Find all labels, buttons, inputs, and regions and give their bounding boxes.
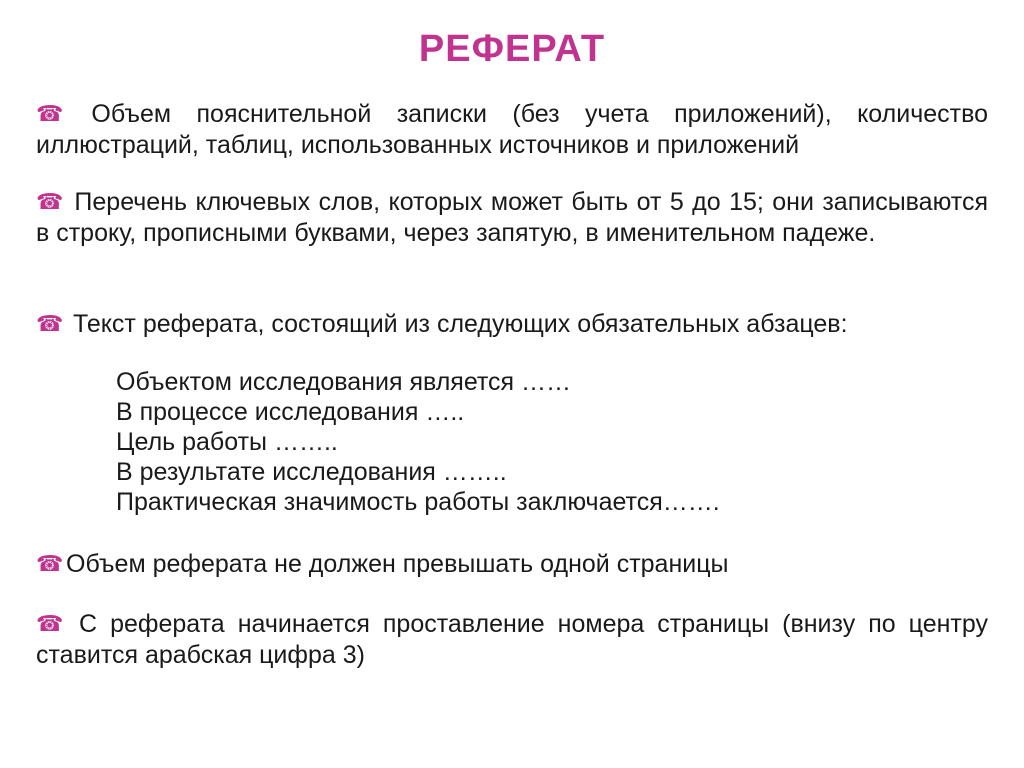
bullet-text: Объем пояснительной записки (без учета приложений), количество иллюстраций, таблиц, использованных источников и приложений [36,100,988,159]
bullet-text: Объем реферата не должен превышать одной страницы [66,550,729,578]
telephone-icon: ☎ [36,311,64,336]
slide-title: РЕФЕРАТ [418,28,606,70]
bullet-text: Текст реферата, состоящий из следующих обязательных абзацев: [66,310,848,338]
bullet-item [36,308,988,340]
telephone-icon: ☎ [36,189,64,214]
bullet-item [36,98,988,161]
bullet-item [36,548,988,580]
telephone-icon: ☎ [36,611,64,636]
paragraph-item: Объектом исследования является …… [116,368,572,396]
bullet-item [36,186,988,249]
bullet-text: С реферата начинается проставление номера страницы (внизу по центру ставится арабская цифра 3) [36,610,988,669]
bullet-item [36,608,988,671]
telephone-icon: ☎ [36,101,64,126]
bullet-text: Перечень ключевых слов, которых может быть от 5 до 15; они записываются в строку, прописными буквами, через запятую, в именительном падеже. [36,188,988,247]
paragraph-item: Практическая значимость работы заключается……. [116,488,720,516]
paragraph-item: В процессе исследования ….. [116,398,465,426]
paragraph-item: В результате исследования …….. [116,458,507,486]
telephone-icon: ☎ [36,551,64,576]
paragraph-list [116,367,976,517]
paragraph-item: Цель работы …….. [116,428,338,456]
